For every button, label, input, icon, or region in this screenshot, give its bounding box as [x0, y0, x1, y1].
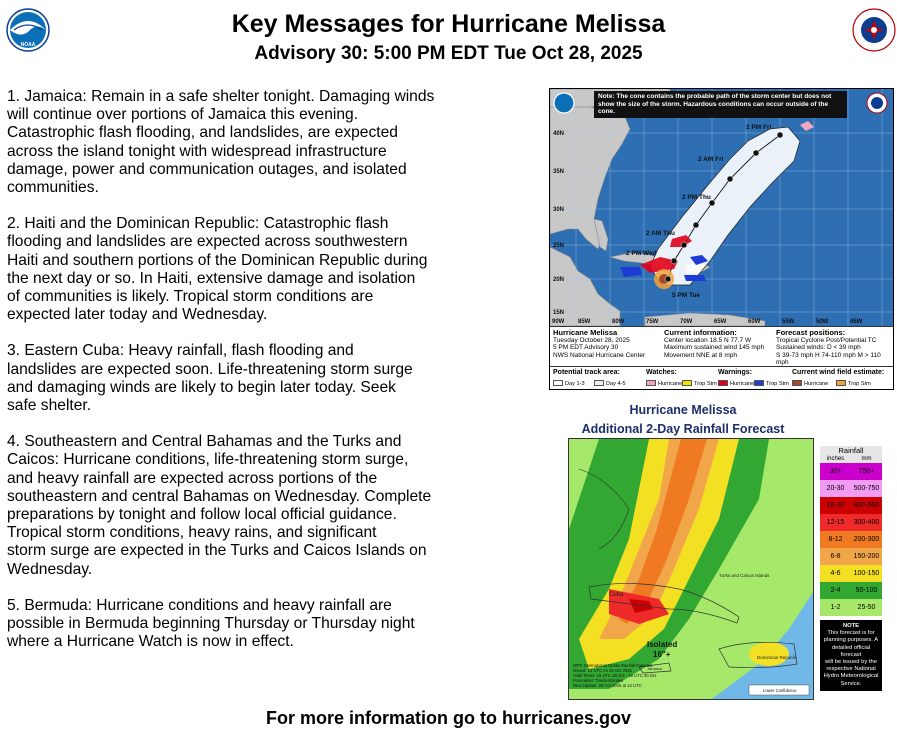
- rainfall-mm: 500-750: [853, 485, 880, 492]
- svg-text:20N: 20N: [553, 277, 565, 283]
- label-turks-caicos: Turks and Caicos Islands: [719, 573, 770, 578]
- svg-text:NOAA: NOAA: [20, 42, 36, 48]
- wind-field-title: Current wind field estimate:: [792, 369, 885, 376]
- cone-note: Note: The cone contains the probable path of the storm center but does not show the size of the storm. Hazardous conditions can occur outside of the cone.: [594, 91, 847, 118]
- current-info-title: Current information:: [664, 328, 737, 337]
- rainfall-inches: 16-20: [826, 502, 845, 509]
- note-line: planning purposes. A: [823, 637, 879, 644]
- forecast-positions-title: Forecast positions:: [776, 328, 846, 337]
- rainfall-inches: 6-8: [830, 553, 841, 560]
- rainfall-mm: 300-400: [853, 519, 880, 526]
- forecast-positions-line: Sustained winds: D < 39 mph: [776, 344, 861, 352]
- forecast-positions-line: S 39-73 mph H 74-110 mph M > 110 mph: [776, 351, 881, 367]
- label-2pm-wed: 2 PM Wed: [626, 250, 657, 257]
- svg-text:65W: 65W: [714, 319, 727, 325]
- note-line: Hydro Meteorological: [823, 673, 879, 680]
- rainfall-legend: [820, 446, 882, 691]
- forecast-positions-line: Tropical Cyclone Post/Potential TC: [776, 336, 877, 344]
- unit-mm: mm: [861, 456, 872, 462]
- track-area-title: Potential track area:: [553, 369, 620, 376]
- rainfall-mm: 25-50: [857, 604, 876, 611]
- storm-date: Tuesday October 28, 2025: [553, 336, 630, 344]
- rainfall-mm: 100-150: [853, 570, 880, 577]
- forecast-positions: [776, 329, 894, 367]
- rainfall-legend-row: [820, 582, 882, 599]
- rainfall-map-graphic: [569, 439, 814, 700]
- rainfall-inches: 12-15: [826, 519, 845, 526]
- rainfall-inches: 4-6: [830, 570, 841, 577]
- warnings-title: Warnings:: [718, 369, 752, 376]
- rainfall-inches: 8-12: [828, 536, 843, 543]
- rainfall-mm: 400-500: [853, 502, 880, 509]
- storm-center: NWS National Hurricane Center: [553, 351, 646, 359]
- isolated-amount: 16"+: [653, 650, 671, 659]
- rainfall-mm: 200-300: [853, 536, 880, 543]
- rainfall-title: Hurricane Melissa: [629, 403, 737, 417]
- key-messages: [7, 88, 537, 669]
- rainfall-mm: 50-100: [855, 587, 878, 594]
- rainfall-inches: 30+: [829, 468, 842, 475]
- svg-text:15N: 15N: [553, 310, 565, 316]
- rainfall-legend-row: [820, 548, 882, 565]
- current-location: Center location 18.5 N 77.7 W: [664, 336, 752, 344]
- meta-line: Next Update: 29 Oct 2025 at 12 UTC: [573, 683, 642, 688]
- watches-title: Watches:: [646, 369, 677, 376]
- note-line: detailed official forecast: [831, 644, 871, 658]
- note-line: This forecast is for: [827, 630, 875, 637]
- legend-hurricane-watch: Hurricane: [646, 380, 682, 388]
- unit-inches: inches: [826, 456, 845, 462]
- rainfall-meta: [573, 663, 656, 688]
- rainfall-map: [568, 438, 814, 700]
- cone-map-graphic: [550, 89, 894, 326]
- meta-line: Issued: 21 UTC on 28 Oct 2025: [573, 668, 632, 673]
- page-title: Key Messages for Hurricane Melissa: [231, 10, 666, 38]
- rainfall-legend-row: [820, 565, 882, 582]
- rainfall-legend-title: Rainfall: [820, 446, 882, 455]
- svg-text:60W: 60W: [748, 319, 761, 325]
- storm-advisory: 5 PM EDT Advisory 30: [553, 344, 619, 352]
- label-2am-thu: 2 AM Thu: [646, 230, 676, 237]
- storm-summary: [553, 329, 661, 359]
- svg-text:25N: 25N: [553, 243, 565, 249]
- advisory-subtitle: Advisory 30: 5:00 PM EDT Tue Oct 28, 2025: [254, 43, 643, 64]
- key-message-jamaica: 1. Jamaica: Remain in a safe shelter tonight. Damaging winds will continue over portions of Jamaica this evening. Catastrophic flash flooding, and landslides, are expected across the island tonight with widespread infrastructure damage, power and communication outages, and isolated communities.: [7, 88, 435, 197]
- key-message-bahamas-turks-caicos: 4. Southeastern and Central Bahamas and the Turks and Caicos: Hurricane conditions, life-threatening storm surge, and heavy rainfall are expected across portions of the southeastern and central Bahamas on Wednesday. Complete preparations by tonight and follow local official guidance. Tropical storm conditions, heavy rains, and significant storm surge are expected in the Turks and Caicos Islands on Wednesday.: [7, 433, 432, 578]
- legend-hurricane-warning: Hurricane: [718, 380, 754, 388]
- legend-wind-ts: Trop Stm: [836, 380, 871, 388]
- note-line: Service.: [840, 680, 862, 687]
- current-wind: Maximum sustained wind 145 mph: [664, 344, 765, 352]
- label-2pm-thu: 2 PM Thu: [682, 194, 711, 201]
- confidence-label: Lower Confidence: [763, 688, 797, 693]
- label-5pm-tue: 5 PM Tue: [672, 292, 701, 299]
- label-2pm-fri: 2 PM Fri: [746, 124, 772, 131]
- rainfall-inches: 2-4: [830, 587, 841, 594]
- rainfall-legend-row: [820, 514, 882, 531]
- rainfall-legend-row: [820, 463, 882, 480]
- label-cuba: Cuba: [609, 592, 624, 598]
- note-line: respective National: [826, 666, 876, 673]
- current-movement: Movement NNE at 8 mph: [664, 351, 737, 359]
- legend-ts-watch: Trop Stm: [682, 380, 717, 388]
- legend-wind-hurricane: Hurricane: [792, 380, 828, 388]
- note-title: NOTE: [842, 623, 860, 629]
- svg-text:45W: 45W: [850, 319, 863, 325]
- legend-day-4-5: Day 4-5: [594, 380, 626, 388]
- key-message-bermuda: 5. Bermuda: Hurricane conditions and heavy rainfall are possible in Bermuda beginning Thursday or Thursday night where a Hurricane Watch is now in effect.: [7, 596, 415, 651]
- rainfall-legend-rows: [820, 463, 882, 616]
- svg-text:55W: 55W: [782, 319, 795, 325]
- label-jamaica: Jamaica: [647, 666, 662, 671]
- band-hispaniola: [749, 642, 789, 666]
- rainfall-subtitle: Additional 2-Day Rainfall Forecast: [581, 422, 785, 436]
- rainfall-inches: 1-2: [830, 604, 841, 611]
- svg-text:30N: 30N: [553, 207, 565, 213]
- rainfall-legend-row: [820, 497, 882, 514]
- label-dominican-republic: Dominican Republic: [757, 655, 798, 660]
- svg-text:85W: 85W: [578, 319, 591, 325]
- svg-text:75W: 75W: [646, 319, 659, 325]
- svg-text:35N: 35N: [553, 169, 565, 175]
- ts-warning-haiti: [684, 275, 706, 281]
- meta-line: Valid Times: 18 UTC 28 Oct - 18 UTC 30 Oct: [573, 673, 657, 678]
- rainfall-legend-units: [820, 455, 882, 463]
- svg-text:40N: 40N: [553, 131, 565, 137]
- note-line: will be issued by the: [825, 659, 877, 666]
- legend-ts-warning: Trop Stm: [754, 380, 789, 388]
- cone-legend: [550, 366, 894, 390]
- rainfall-legend-row: [820, 599, 882, 616]
- current-info: [664, 329, 774, 359]
- rainfall-mm: 150-200: [853, 553, 880, 560]
- rainfall-note: [820, 620, 882, 691]
- cone-map: [549, 88, 894, 390]
- rainfall-inches: 20-30: [826, 485, 845, 492]
- rainfall-legend-row: [820, 480, 882, 497]
- rainfall-forecast: [552, 398, 897, 700]
- label-2am-fri: 2 AM Fri: [698, 156, 724, 163]
- footer-link-text: For more information go to hurricanes.gov: [265, 708, 632, 728]
- cone-info: [550, 326, 894, 390]
- rainfall-mm: 750+: [858, 468, 875, 475]
- meta-line: Forecaster: Tirado-Morales: [573, 678, 624, 683]
- svg-text:90W: 90W: [552, 319, 565, 325]
- storm-name: Hurricane Melissa: [553, 328, 618, 337]
- noaa-mini-logo: [554, 93, 574, 113]
- svg-text:70W: 70W: [680, 319, 693, 325]
- legend-day-1-3: Day 1-3: [553, 380, 585, 388]
- svg-text:50W: 50W: [816, 319, 829, 325]
- rainfall-legend-row: [820, 531, 882, 548]
- key-message-eastern-cuba: 3. Eastern Cuba: Heavy rainfall, flash flooding and landslides are expected soon. Life-threatening storm surge and damaging winds are likely to begin later today. Seek safe shelter.: [7, 342, 413, 415]
- meta-line: WPC International Desks Rainfall Forecast: [573, 663, 653, 668]
- svg-text:80W: 80W: [612, 319, 625, 325]
- key-message-haiti-dr: 2. Haiti and the Dominican Republic: Catastrophic flash flooding and landslides are expected across southwestern Haiti and southern portions of the Dominican Republic during the next day or so. In Haiti, extensive damage and isolation of communities is likely. Tropical storm conditions are expected later today and Wednesday.: [7, 215, 428, 324]
- isolated-label: Isolated: [647, 640, 678, 649]
